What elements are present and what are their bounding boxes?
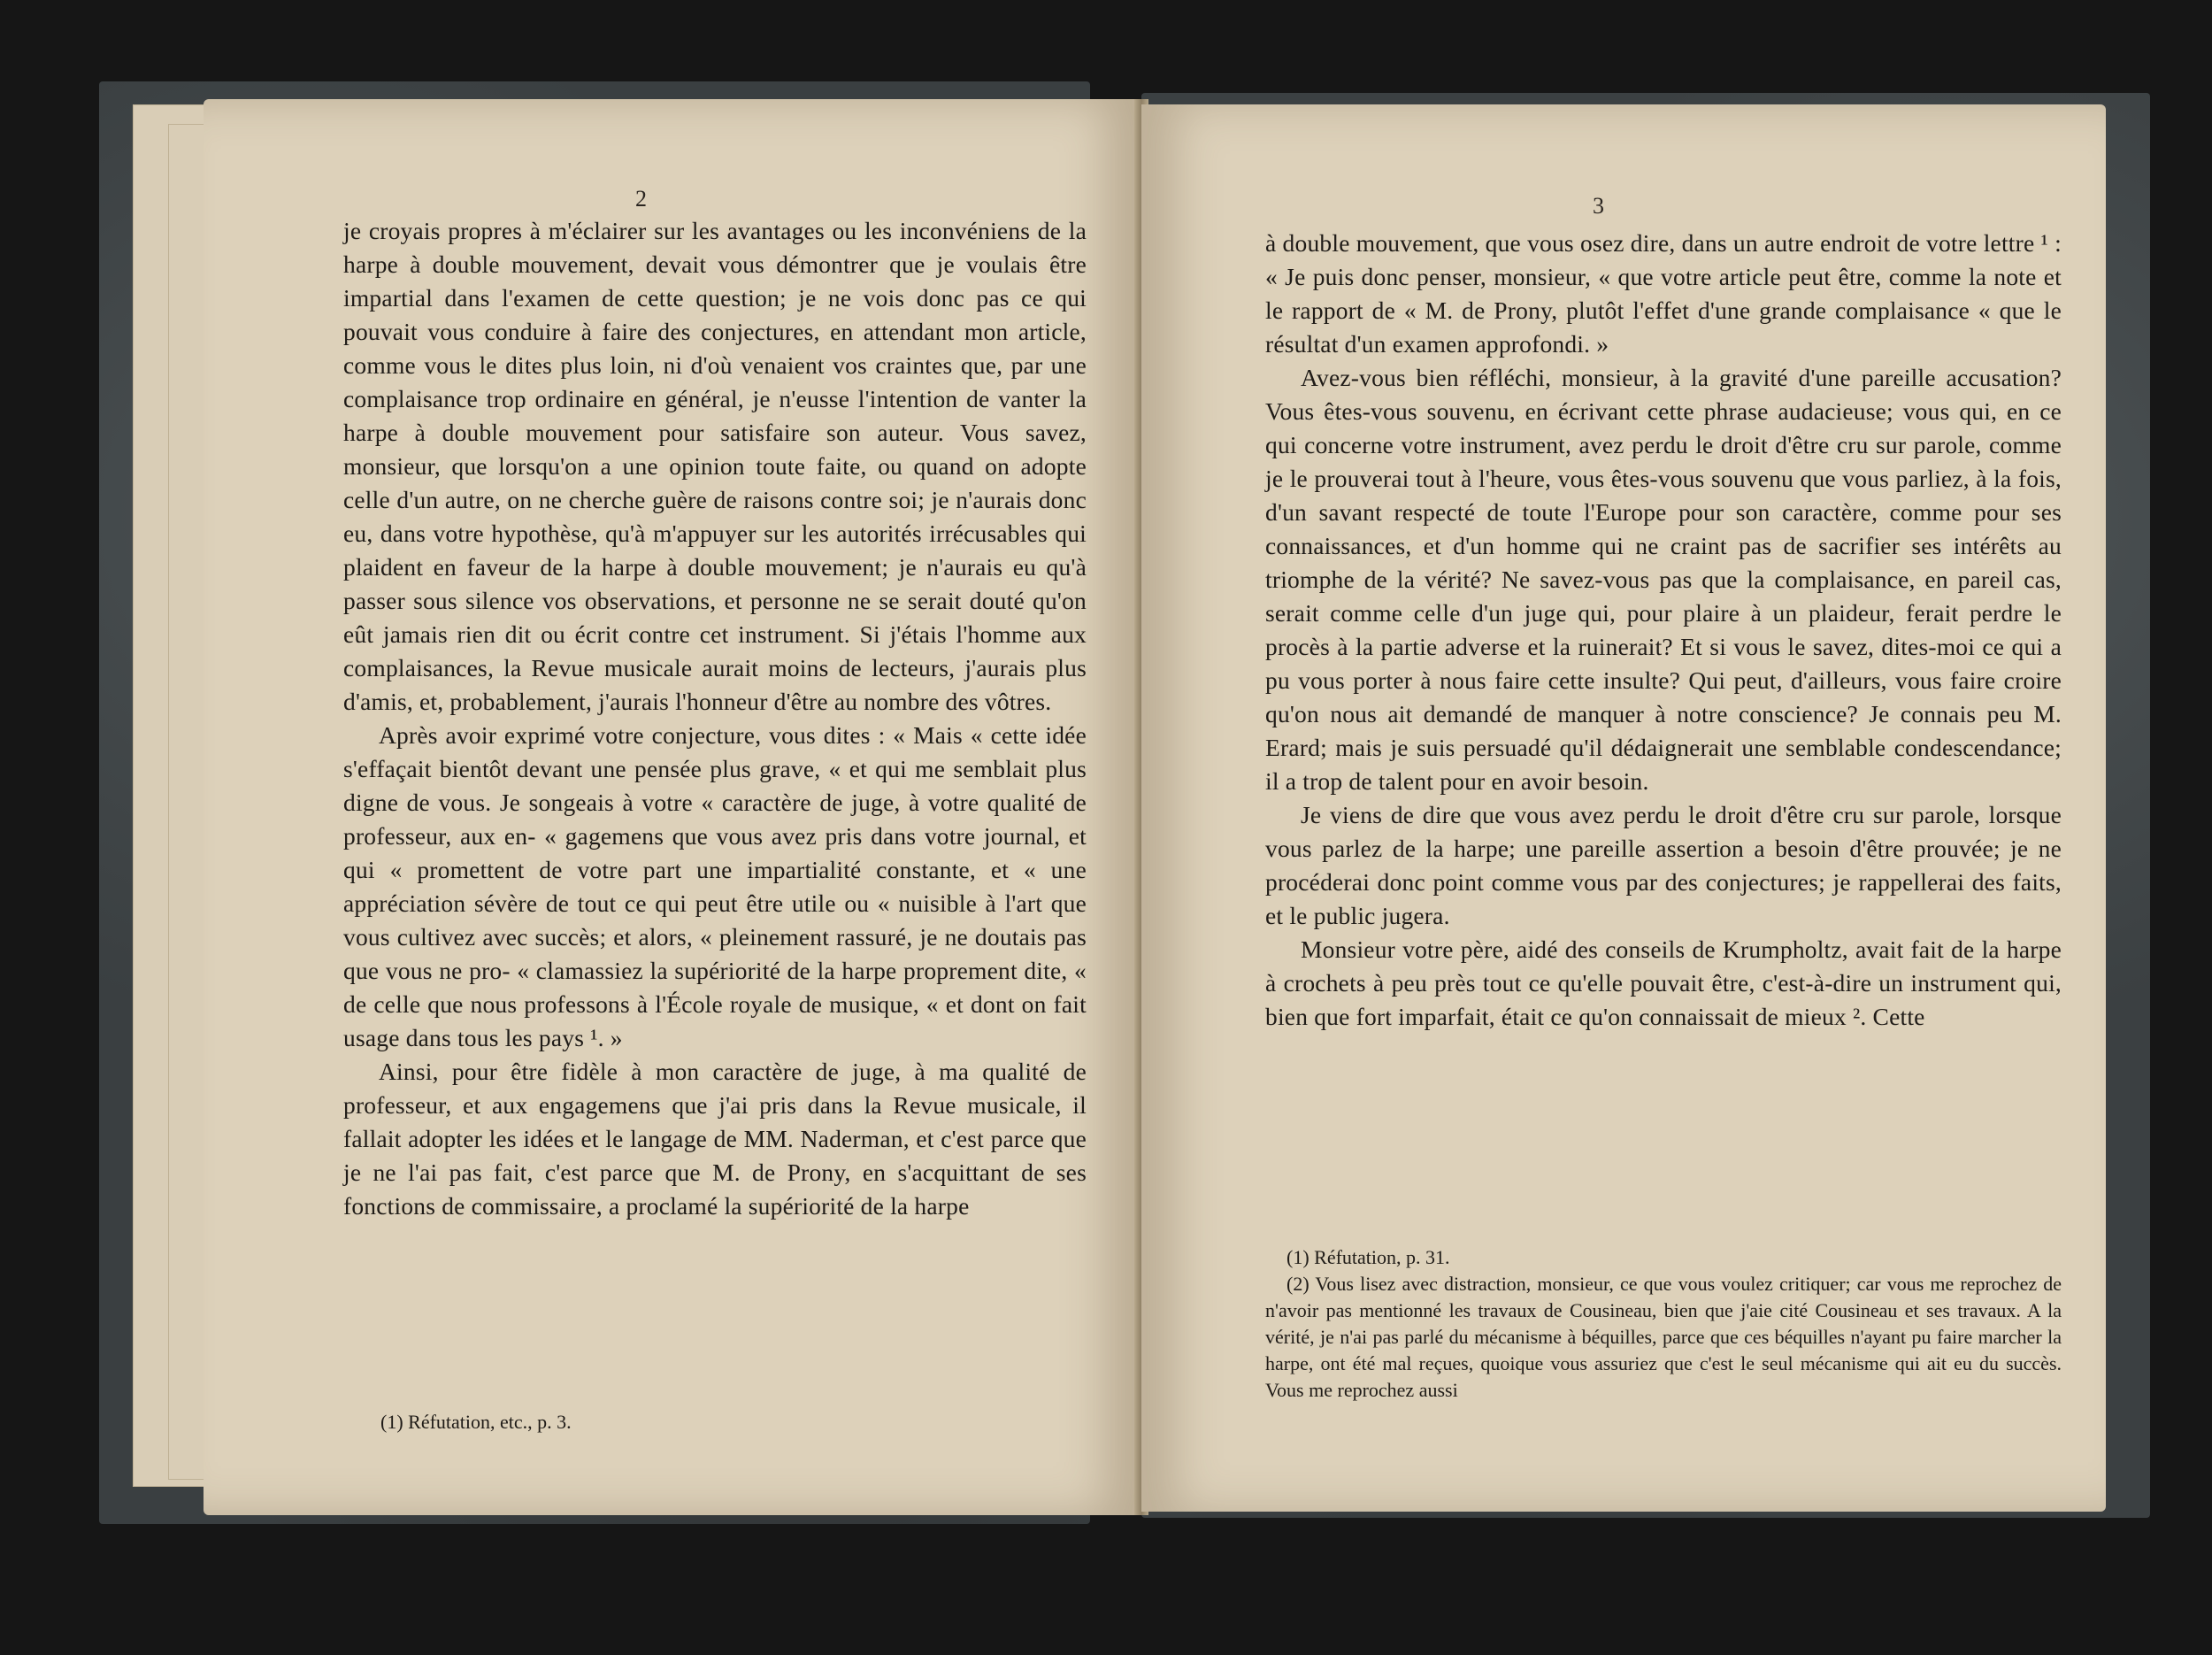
footnote: (1) Réfutation, etc., p. 3. xyxy=(380,1411,572,1433)
footnote: (2) Vous lisez avec distraction, monsieur, ce que vous voulez critiquer; car vous me reprochez de n'avoir pas mentionné les travaux de Cousineau, bien que j'aie cité Cousineau et ses travaux. A la vérité, je n'ai pas parlé du mécanisme à béquilles, parce que ces béquilles n'ayant pu faire marcher la harpe, ont été mal reçues, quoique vous assuriez que c'est le seul mécanisme qui ait eu du succès. Vous me reprochez aussi xyxy=(1265,1273,2062,1401)
right-page xyxy=(1141,104,2106,1512)
paragraph: Avez-vous bien réfléchi, monsieur, à la gravité d'une pareille accusation? Vous êtes-vous souvenu, en écrivant cette phrase audacieuse; vous qui, en ce qui concerne votre instrument, avez perdu le droit d'être cru sur parole, comme je le prouverai tout à l'heure, vous êtes-vous souvenu que vous parliez, à la fois, d'un savant respecté de toute l'Europe pour son caractère, comme pour ses connaissances, et d'un homme qui ne craint pas de sacrifier ses intérêts au triomphe de la vérité? Ne savez-vous pas que la complaisance, en pareil cas, serait comme celle d'un juge qui, pour plaire à un plaideur, ferait perdre le procès à la partie adverse et la ruinerait? Et si vous le savez, dites-moi ce qui a pu vous porter à nous faire cette insulte? Qui peut, d'ailleurs, vous faire croire qu'on nous ait demandé de manquer à notre conscience? Je connais peu M. Erard; mais je suis persuadé qu'il dédaignerait une semblable condescendance; il a trop de talent pour en avoir besoin. xyxy=(1265,364,2062,795)
paragraph: Je viens de dire que vous avez perdu le droit d'être cru sur parole, lorsque vous parlez de la harpe; une pareille assertion a besoin d'être prouvée; je ne procéderai donc point comme vous par des conjectures; je rappellerai des faits, et le public jugera. xyxy=(1265,801,2062,929)
left-page-body xyxy=(343,214,1087,1223)
page-number: 3 xyxy=(1593,193,1604,219)
footnote: (1) Réfutation, p. 31. xyxy=(1286,1246,1450,1268)
page-number: 2 xyxy=(635,186,647,212)
paragraph: à double mouvement, que vous osez dire, dans un autre endroit de votre lettre ¹ : « Je puis donc penser, monsieur, « que votre article peut être, comme la note et le rapport de « M. de Prony, plutôt l'effet d'une grande complaisance « que le résultat d'un examen approfondi. » xyxy=(1265,229,2062,358)
paragraph: je croyais propres à m'éclairer sur les avantages ou les inconvéniens de la harpe à double mouvement, devait vous démontrer que je voulais être impartial dans l'examen de cette question; je ne vois donc pas ce qui pouvait vous conduire à faire des conjectures, en attendant mon article, comme vous le dites plus loin, ni d'où venaient vos craintes que, par une complaisance trop ordinaire en général, je n'eusse l'intention de vanter la harpe à double mouvement pour satisfaire son auteur. Vous savez, monsieur, que lorsqu'on a une opinion toute faite, ou quand on adopte celle d'un autre, on ne cherche guère de raisons contre soi; je n'aurais donc eu, dans votre hypothèse, qu'à m'appuyer sur les autorités irrécusables qui plaident en faveur de la harpe à double mouvement; je n'aurais eu qu'à passer sous silence vos observations, et personne ne se serait douté qu'on eût jamais rien dit ou écrit contre cet instrument. Si j'étais l'homme aux complaisances, la Revue musicale aurait moins de lecteurs, j'aurais plus d'amis, et, probablement, j'aurais l'honneur d'être au nombre des vôtres. xyxy=(343,217,1087,715)
paragraph: Monsieur votre père, aidé des conseils de Krumpholtz, avait fait de la harpe à crochets à peu près tout ce qu'elle pouvait être, c'est-à-dire un instrument qui, bien que fort imparfait, était ce qu'on connaissait de mieux ². Cette xyxy=(1265,935,2062,1030)
right-page-footnotes xyxy=(1265,1244,2062,1404)
paragraph: Ainsi, pour être fidèle à mon caractère de juge, à ma qualité de professeur, et aux engagemens que j'ai pris dans la Revue musicale, il fallait adopter les idées et le langage de MM. Naderman, et c'est parce que je ne l'ai pas fait, c'est parce que M. de Prony, en s'acquittant de ses fonctions de commissaire, a proclamé la supériorité de la harpe xyxy=(343,1058,1087,1220)
left-page xyxy=(204,99,1141,1515)
paragraph: Après avoir exprimé votre conjecture, vous dites : « Mais « cette idée s'effaçait bientôt devant une pensée plus grave, « et qui me semblait plus digne de vous. Je songeais à votre « caractère de juge, à votre qualité de professeur, aux en- « gagemens que vous avez pris dans votre journal, et qui « promettent de votre part une impartialité constante, et « une appréciation sévère de tout ce qui peut être utile ou « nuisible à l'art que vous cultivez avec succès; et alors, « pleinement rassuré, je ne doutais pas que vous ne pro- « clamassiez la supériorité de la harpe proprement dite, « de celle que nous professons à l'École royale de musique, « et dont on fait usage dans tous les pays ¹. » xyxy=(343,721,1087,1051)
left-page-footnotes xyxy=(380,1409,1071,1436)
right-page-body xyxy=(1265,227,2062,1034)
